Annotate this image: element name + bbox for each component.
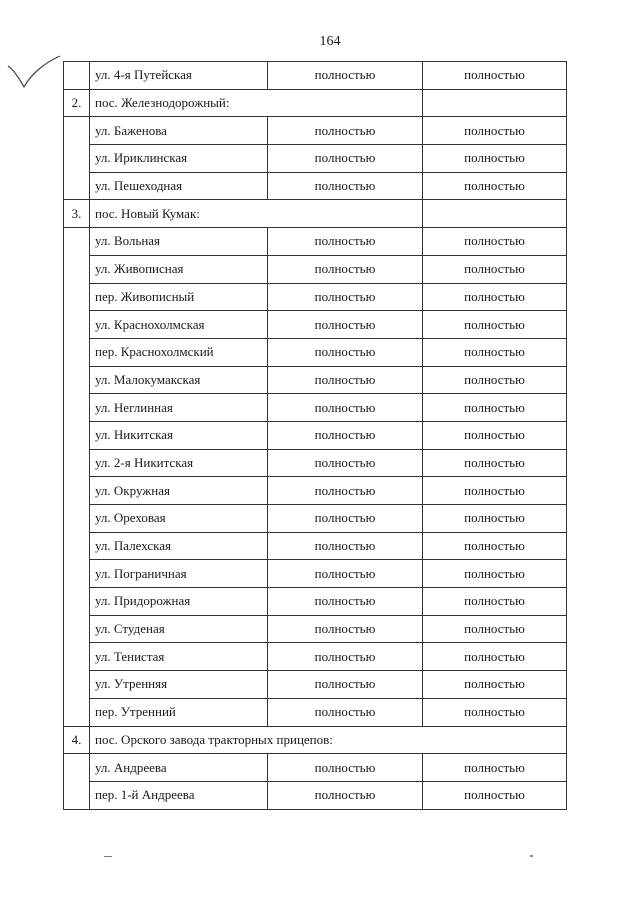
page-number: 164	[319, 34, 341, 49]
table-row	[64, 338, 567, 366]
street-name: пер. Краснохолмский	[90, 338, 268, 366]
row-number-cell	[64, 698, 90, 726]
coverage-b: полностью	[423, 62, 567, 90]
empty-cell	[423, 200, 567, 228]
coverage-a: полностью	[268, 145, 423, 173]
coverage-a: полностью	[268, 588, 423, 616]
row-number-cell: 2.	[64, 89, 90, 117]
row-number-cell	[64, 781, 90, 809]
table-row	[64, 477, 567, 505]
street-name: пер. 1-й Андреева	[90, 781, 268, 809]
street-name: ул. Окружная	[90, 477, 268, 505]
table-row	[64, 532, 567, 560]
street-name: ул. Пешеходная	[90, 172, 268, 200]
row-number-cell	[64, 394, 90, 422]
table-row	[64, 145, 567, 173]
row-number-cell	[64, 671, 90, 699]
coverage-a: полностью	[268, 615, 423, 643]
row-number-cell	[64, 117, 90, 145]
coverage-b: полностью	[423, 255, 567, 283]
coverage-b: полностью	[423, 117, 567, 145]
coverage-a: полностью	[268, 505, 423, 533]
row-number-cell	[64, 588, 90, 616]
table-row	[64, 255, 567, 283]
coverage-b: полностью	[423, 449, 567, 477]
street-name: ул. Ириклинская	[90, 145, 268, 173]
street-name: ул. Утренняя	[90, 671, 268, 699]
coverage-b: полностью	[423, 477, 567, 505]
table-row	[64, 615, 567, 643]
row-number-cell	[64, 366, 90, 394]
street-name: ул. 4-я Путейская	[90, 62, 268, 90]
section-title: пос. Железнодорожный:	[90, 89, 423, 117]
coverage-a: полностью	[268, 172, 423, 200]
street-name: ул. Никитская	[90, 421, 268, 449]
coverage-b: полностью	[423, 394, 567, 422]
table-row	[64, 172, 567, 200]
table-row	[64, 698, 567, 726]
coverage-b: полностью	[423, 311, 567, 339]
coverage-a: полностью	[268, 117, 423, 145]
coverage-b: полностью	[423, 145, 567, 173]
table-row	[64, 643, 567, 671]
street-name: пер. Живописный	[90, 283, 268, 311]
street-name: ул. Палехская	[90, 532, 268, 560]
coverage-a: полностью	[268, 421, 423, 449]
coverage-a: полностью	[268, 781, 423, 809]
row-number-cell	[64, 145, 90, 173]
row-number-cell	[64, 560, 90, 588]
coverage-b: полностью	[423, 505, 567, 533]
coverage-a: полностью	[268, 671, 423, 699]
coverage-b: полностью	[423, 781, 567, 809]
coverage-a: полностью	[268, 228, 423, 256]
coverage-a: полностью	[268, 62, 423, 90]
street-name: ул. 2-я Никитская	[90, 449, 268, 477]
coverage-b: полностью	[423, 615, 567, 643]
coverage-a: полностью	[268, 532, 423, 560]
street-name: ул. Тенистая	[90, 643, 268, 671]
coverage-b: полностью	[423, 338, 567, 366]
coverage-a: полностью	[268, 754, 423, 782]
table-row	[64, 62, 567, 90]
section-row	[64, 726, 567, 754]
table-row	[64, 394, 567, 422]
row-number-cell	[64, 421, 90, 449]
coverage-b: полностью	[423, 283, 567, 311]
row-number-cell	[64, 532, 90, 560]
street-name: ул. Андреева	[90, 754, 268, 782]
coverage-b: полностью	[423, 532, 567, 560]
scan-speck	[104, 856, 112, 857]
table-row	[64, 449, 567, 477]
empty-cell	[423, 89, 567, 117]
row-number-cell	[64, 477, 90, 505]
coverage-a: полностью	[268, 283, 423, 311]
row-number-cell	[64, 449, 90, 477]
section-title: пос. Орского завода тракторных прицепов:	[90, 726, 567, 754]
coverage-a: полностью	[268, 449, 423, 477]
table-body	[64, 62, 567, 810]
coverage-b: полностью	[423, 172, 567, 200]
street-name: ул. Ореховая	[90, 505, 268, 533]
street-name: ул. Пограничная	[90, 560, 268, 588]
street-name: ул. Придорожная	[90, 588, 268, 616]
checkmark-icon	[6, 54, 62, 90]
coverage-a: полностью	[268, 366, 423, 394]
coverage-a: полностью	[268, 698, 423, 726]
table-row	[64, 117, 567, 145]
coverage-a: полностью	[268, 643, 423, 671]
coverage-b: полностью	[423, 560, 567, 588]
street-name: ул. Малокумакская	[90, 366, 268, 394]
table-row	[64, 366, 567, 394]
coverage-b: полностью	[423, 643, 567, 671]
section-row	[64, 200, 567, 228]
row-number-cell	[64, 615, 90, 643]
table-row	[64, 228, 567, 256]
street-name: пер. Утренний	[90, 698, 268, 726]
row-number-cell	[64, 255, 90, 283]
row-number-cell	[64, 228, 90, 256]
street-name: ул. Живописная	[90, 255, 268, 283]
street-name: ул. Неглинная	[90, 394, 268, 422]
table-row	[64, 421, 567, 449]
row-number-cell	[64, 283, 90, 311]
section-title: пос. Новый Кумак:	[90, 200, 423, 228]
coverage-b: полностью	[423, 588, 567, 616]
street-name: ул. Баженова	[90, 117, 268, 145]
coverage-b: полностью	[423, 228, 567, 256]
row-number-cell: 4.	[64, 726, 90, 754]
row-number-cell: 3.	[64, 200, 90, 228]
table-row	[64, 754, 567, 782]
street-name: ул. Краснохолмская	[90, 311, 268, 339]
row-number-cell	[64, 62, 90, 90]
coverage-a: полностью	[268, 477, 423, 505]
section-row	[64, 89, 567, 117]
table-row	[64, 588, 567, 616]
streets-table	[63, 61, 567, 810]
table-row	[64, 283, 567, 311]
row-number-cell	[64, 172, 90, 200]
coverage-a: полностью	[268, 394, 423, 422]
coverage-b: полностью	[423, 754, 567, 782]
coverage-a: полностью	[268, 560, 423, 588]
table-row	[64, 505, 567, 533]
street-name: ул. Студеная	[90, 615, 268, 643]
table-row	[64, 560, 567, 588]
street-name: ул. Вольная	[90, 228, 268, 256]
coverage-b: полностью	[423, 421, 567, 449]
scan-speck	[530, 855, 533, 857]
table-row	[64, 781, 567, 809]
table-row	[64, 671, 567, 699]
row-number-cell	[64, 754, 90, 782]
coverage-a: полностью	[268, 255, 423, 283]
coverage-b: полностью	[423, 671, 567, 699]
row-number-cell	[64, 338, 90, 366]
row-number-cell	[64, 311, 90, 339]
coverage-b: полностью	[423, 366, 567, 394]
table-row	[64, 311, 567, 339]
row-number-cell	[64, 643, 90, 671]
coverage-a: полностью	[268, 311, 423, 339]
coverage-a: полностью	[268, 338, 423, 366]
row-number-cell	[64, 505, 90, 533]
coverage-b: полностью	[423, 698, 567, 726]
